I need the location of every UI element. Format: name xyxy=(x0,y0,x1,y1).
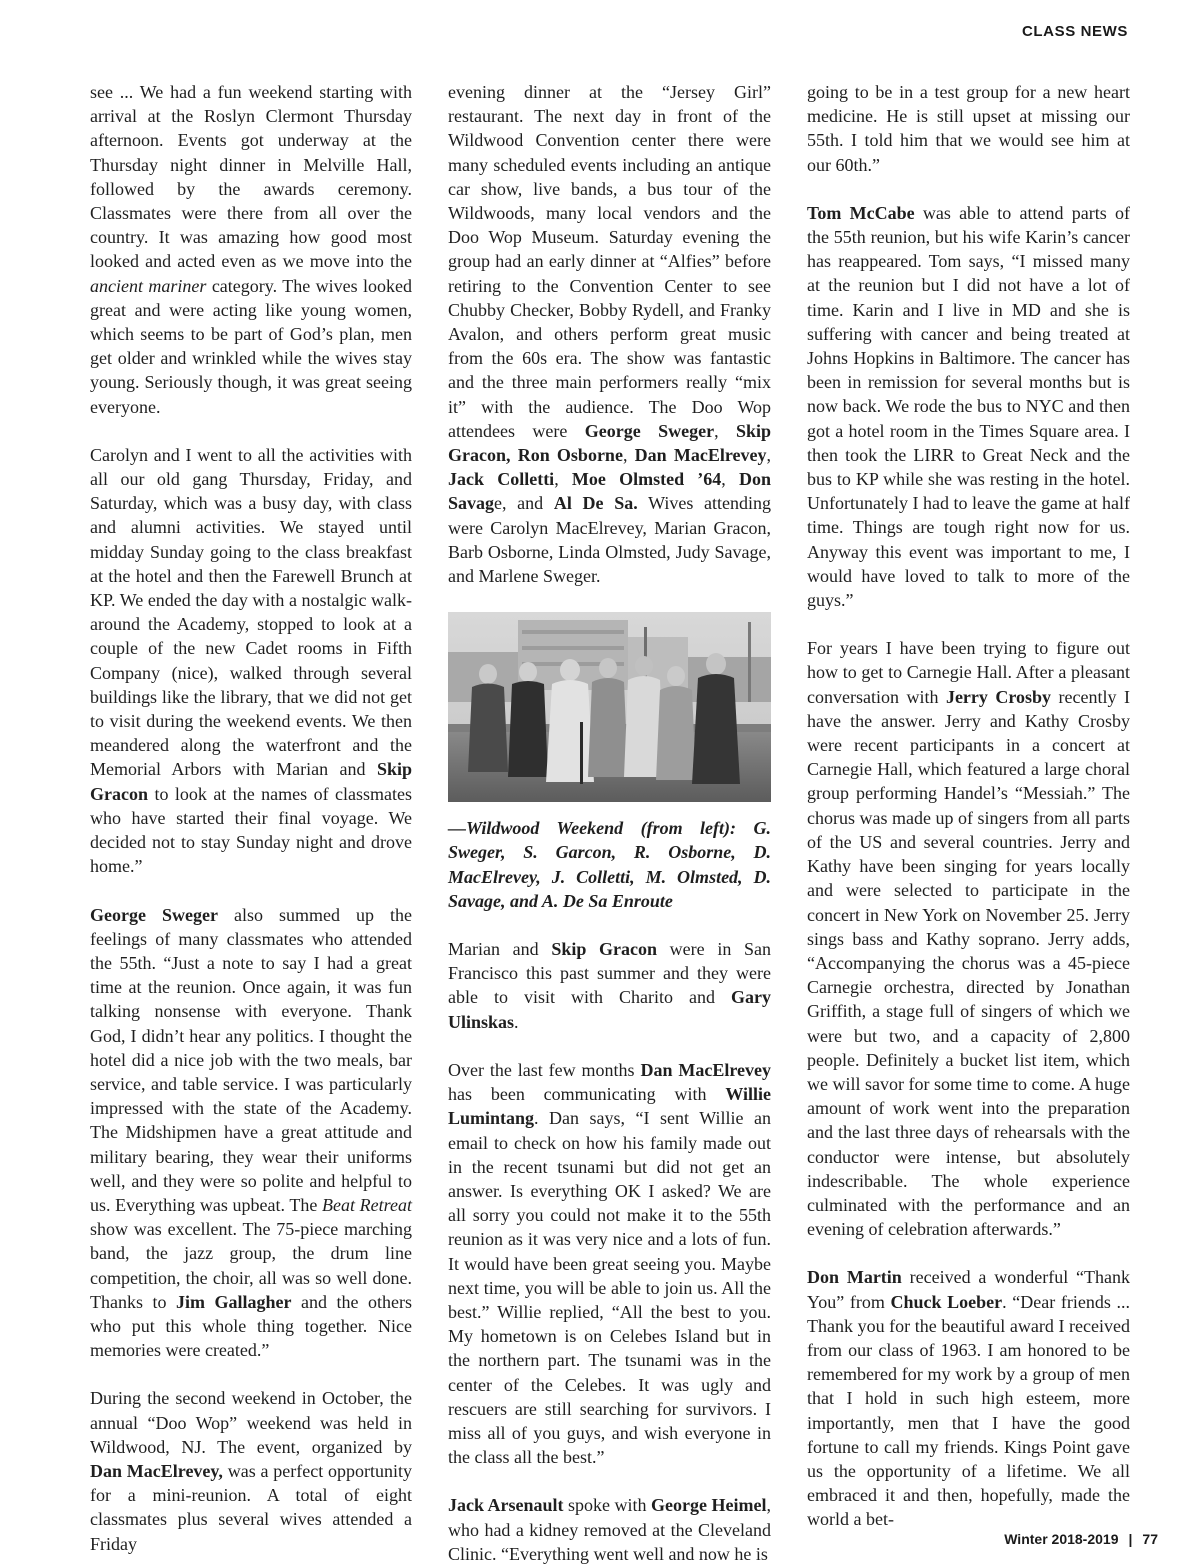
classmate-name: Moe Olmsted ’64 xyxy=(571,469,722,490)
classmate-name: Skip Gracon, Ron Osborne xyxy=(448,420,771,466)
paragraph: Over the last few months Dan MacElrevey has been communicating with Willie Lumintang. Dan says, “I sent Willie an email to check on how his family made out in the recent tsunami but did not get an answer. Is everything OK I asked? We are all sorry you could not make it to the 55th reunion as it was very nice and a lots of fun. It would have been great seeing you. Maybe next time, you will be able to join us. All the best.” Willie replied, “All the best to you. My hometown is on Celebes Island but in the northern part. The tsunami was in the center of the Celebes. It was ugly and rescuers are still searching for survivors. I miss all of you guys, and wish everyone in the class all the best.” xyxy=(448,1059,771,1468)
classmate-name: Don Savag xyxy=(448,469,772,514)
paragraph: going to be in a test group for a new heart medicine. He is still upset at missing our 55th. I told him that we would see him at our 60th.” xyxy=(807,82,1130,175)
section-label: CLASS NEWS xyxy=(1021,23,1128,40)
classmate-name: Chuck Loeber xyxy=(890,1291,1003,1312)
paragraph: Jack Arsenault spoke with George Heimel, who had a kidney removed at the Cleveland Clinic. “Everything went well and now he is xyxy=(448,1495,771,1564)
article-column-1 xyxy=(90,80,412,1556)
photo-caption: —Wildwood Weekend (from left): G. Sweger, S. Garcon, R. Osborne, D. MacElrevey, J. Colletti, M. Olmsted, D. Savage, and A. De Sa Enroute xyxy=(448,818,771,911)
classmate-name: Dan MacElrevey xyxy=(640,1059,771,1080)
classmate-name: Skip Gracon xyxy=(551,939,658,960)
paragraph: see ... We had a fun weekend starting with arrival at the Roslyn Clermont Thursday afternoon. Events got underway at the Thursday night dinner in Melville Hall, followed by the awards ceremony. Classmates were there from all over the country. It was amazing how good most looked and acted even as we move into the ancient mariner category. The wives looked great and were acting like young women, which seems to be part of God’s plan, men get older and wrinkled while the wives stay young. Seriously though, it was great seeing everyone. xyxy=(90,82,413,417)
classmate-name: George Sweger xyxy=(584,420,715,441)
paragraph: During the second weekend in October, the annual “Doo Wop” weekend was held in Wildwood, NJ. The event, organized by Dan MacElrevey, was a perfect opportunity for a mini-reunion. A total of eight classmates plus several wives attended a Friday xyxy=(90,1388,412,1554)
classmate-name: Willie Lumintang xyxy=(448,1084,771,1129)
classmate-name: Don Martin xyxy=(807,1267,902,1288)
classmate-name: Gary Ulinskas xyxy=(448,987,771,1032)
classmate-name: Dan MacElrevey xyxy=(634,445,767,466)
emphasis-text: ancient mariner xyxy=(90,275,207,296)
paragraph: Tom McCabe was able to attend parts of the 55th reunion, but his wife Karin’s cancer has reappeared. Tom says, “I missed many at the reunion but I did not have a lot of time. Karin and I live in MD and she is suffering with cancer and being treated at Johns Hopkins in Baltimore. The cancer has been in remission for several months but is now back. We rode the bus to NYC and then got a hotel room in the Times Square area. I then took the LIRR to Great Neck and the bus to KP while she was resting in the hotel. Unfortunately I had to leave the game at half time. Things are tough right now for us. Anyway this event was important to me, I would have loved to talk to more of the guys.” xyxy=(807,202,1131,611)
article-column-2 xyxy=(448,80,771,1566)
classmate-name: Dan MacElrevey, xyxy=(90,1460,223,1481)
paragraph: Carolyn and I went to all the activities with all our old gang Thursday, Friday, and Saturday, which was a busy day, with class and alumni activities. We stayed until midday Sunday going to the class breakfast at the hotel and then the Farewell Brunch at KP. We ended the day with a nostalgic walk-around the Academy, stopped to look at a couple of the new Cadet rooms in Fifth Company (nice), walked through several buildings like the library, that we did not get to visit during the weekend events. We then meandered along the waterfront and the Memorial Arbors with Marian and Skip Gracon to look at the names of classmates who have started their final voyage. We decided not to stay Sunday night and drove home.” xyxy=(90,444,412,877)
issue-label: Winter 2018-2019 xyxy=(1004,1531,1119,1547)
paragraph: For years I have been trying to figure out how to get to Carnegie Hall. After a pleasant conversation with Jerry Crosby recently I have the answer. Jerry and Kathy Crosby were recent participants in a concert at Carnegie Hall, which featured a large choral group performing Handel’s “Messiah.” The chorus was made up of singers from all parts of the US and several countries. Jerry and Kathy have been singing for years locally and were selected to participate in the concert in New York on November 25. Jerry sings bass and Kathy soprano. Jerry adds, “Accompanying the chorus was a 45-piece Carnegie orchestra, directed by Jonathan Griffith, a stage full of singers of which we were but two, and a capacity of 2,800 people. Definitely a bucket list item, which we will savor for some time to come. A huge amount of work went into the preparation and the last three days of rehearsals with the conductor were intense, but absolutely indescribable. The whole experience culminated with the performance and an evening of celebration afterwards.” xyxy=(807,638,1130,1240)
article-column-3 xyxy=(807,80,1130,1532)
page-footer xyxy=(1004,1531,1158,1547)
paragraph: Don Martin received a wonderful “Thank You” from Chuck Loeber. “Dear friends ... Thank you for the beautiful award I received from our class of 1963. I am honored to be remembered for my work by a group of men that I hold in such high esteem, more importantly, men that I have the good fortune to call my friends. Kings Point gave us the opportunity of a lifetime. We all embraced it and then, hopefully, made the world a bet- xyxy=(807,1267,1130,1530)
paragraph: evening dinner at the “Jersey Girl” restaurant. The next day in front of the Wildwood Convention center there were many scheduled events including an antique car show, live bands, a bus tour of the Wildwoods, many local vendors and the Doo Wop Museum. Saturday evening the group had an early dinner at “Alfies” before retiring to the Convention Center to see Chubby Checker, Bobby Rydell, and Franky Avalon, and others perform great music from the 60s era. The show was fantastic and the three main performers really “mix it” with the audience. The Doo Wop attendees were George Sweger, Skip Gracon, Ron Osborne, Dan MacElrevey, Jack Colletti, Moe Olmsted ’64, Don Savage, and Al De Sa. Wives attending were Carolyn MacElrevey, Marian Gracon, Barb Osborne, Linda Olmsted, Judy Savage, and Marlene Sweger. xyxy=(448,82,772,587)
classmate-name: Jerry Crosby xyxy=(945,686,1052,707)
classmate-name: Jack Arsenault xyxy=(448,1495,564,1516)
footer-separator: | xyxy=(1128,1531,1133,1547)
classmate-name: Jim Gallagher xyxy=(176,1291,292,1312)
classmate-name: Tom McCabe xyxy=(807,202,915,223)
classmate-name: Jack Colletti xyxy=(448,469,555,490)
paragraph: Marian and Skip Gracon were in San Francisco this past summer and they were able to visit with Charito and Gary Ulinskas. xyxy=(448,939,771,1032)
emphasis-text: Beat Retreat xyxy=(322,1194,412,1215)
classmate-name: Al De Sa. xyxy=(553,493,638,514)
classmate-name: George Sweger xyxy=(90,904,218,925)
classmate-name: Skip Gracon xyxy=(90,759,412,804)
paragraph: George Sweger also summed up the feelings of many classmates who attended the 55th. “Just a note to say I had a great time at the reunion. Once again, it was fun talking nonsense with everyone. Thank God, I didn’t hear any politics. I thought the hotel did a nice job with the two meals, bar service, and table service. I was particularly impressed with the state of the Academy. The Midshipmen have a great attitude and military bearing, they wear their uniforms well, and they were so polite and helpful to us. Everything was upbeat. The Beat Retreat show was excellent. The 75-piece marching band, the jazz group, the drum line competition, the choir, all was so well done. Thanks to Jim Gallagher and the others who put this whole thing together. Nice memories were created.” xyxy=(90,904,413,1361)
classmate-name: George Heimel xyxy=(651,1495,767,1516)
group-photo xyxy=(448,612,771,802)
page-number: 77 xyxy=(1142,1531,1158,1547)
